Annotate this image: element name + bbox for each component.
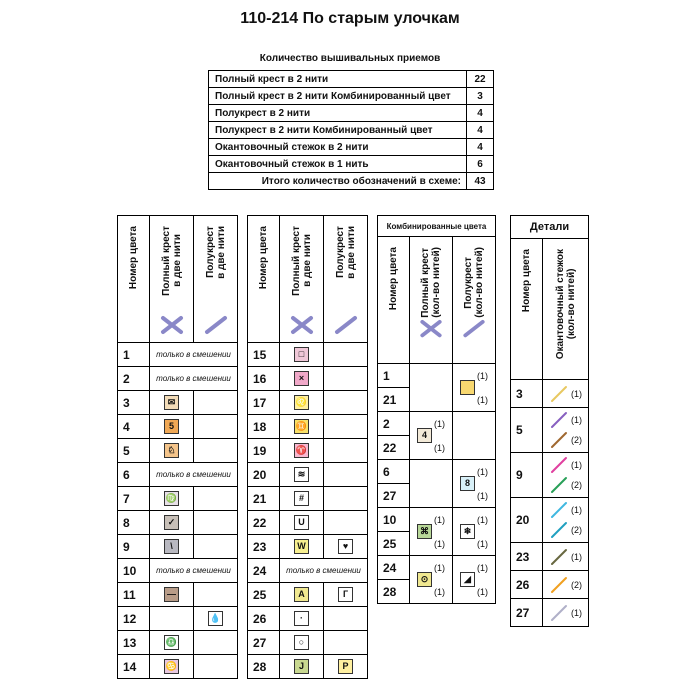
stitch-line [543,520,588,540]
full-cross-symbol [150,391,194,415]
details-row [511,453,589,498]
summary-value: 4 [467,105,494,122]
color-number: 21 [248,487,280,511]
details-color-number: 9 [511,453,543,498]
header-full-cross: Полный крест в две нити [150,216,194,343]
half-cross-symbol [194,511,238,535]
thread-count: (1) [434,442,445,453]
summary-label: Окантовочный стежок в 1 нить [209,156,467,173]
color-row [248,391,368,415]
color-row [248,559,368,583]
half-cross-symbol [324,343,368,367]
full-cross-symbol [280,631,324,655]
full-cross-symbol [150,415,194,439]
thread-count: (2) [571,579,582,590]
half-cross-symbol [324,631,368,655]
color-row [248,583,368,607]
half-cross-icon [203,314,229,336]
thread-count: (2) [571,525,582,535]
half-cross-symbol [324,655,368,679]
full-cross-symbol [280,343,324,367]
color-number: 22 [248,511,280,535]
backstitch-icon [549,548,569,566]
half-cross-symbol [324,607,368,631]
full-cross-symbol [150,655,194,679]
color-row [118,583,238,607]
color-number: 20 [248,463,280,487]
color-row [248,487,368,511]
summary-value: 6 [467,156,494,173]
color-row [248,535,368,559]
symbol-box: 💧 [208,611,223,626]
combined-half-cell [453,556,496,604]
combined-full-cell [410,508,453,556]
summary-label: Полукрест в 2 нити Комбинированный цвет [209,122,467,139]
full-cross-icon [159,314,185,336]
symbol-box: W [294,539,309,554]
stitch-cell [543,408,589,453]
thread-count: (1) [477,562,488,573]
color-row [118,655,238,679]
summary-table [208,70,494,190]
half-cross-symbol [194,655,238,679]
half-cross-symbol [324,511,368,535]
thread-count: (1) [571,388,582,399]
stitch-line [543,430,588,450]
full-cross-symbol [280,511,324,535]
symbol-box: □ [294,347,309,362]
color-row [248,343,368,367]
full-cross-symbol [280,487,324,511]
color-number: 25 [248,583,280,607]
color-number: 7 [118,487,150,511]
combined-color-number: 27 [378,484,410,508]
details-row [511,599,589,627]
details-row [511,380,589,408]
full-cross-symbol [280,367,324,391]
color-row [118,511,238,535]
details-header-number: Номер цвета [511,239,543,380]
half-cross-symbol [324,415,368,439]
summary-total-value: 43 [467,173,494,190]
stitch-line [543,575,588,595]
summary-value: 4 [467,122,494,139]
color-number: 28 [248,655,280,679]
half-cross-icon [461,318,487,339]
symbol-box: Г [338,587,353,602]
combined-row [378,508,496,532]
thread-count: (1) [571,551,582,562]
stitch-line [543,475,588,495]
thread-count: (1) [477,514,488,525]
half-cross-symbol [324,367,368,391]
symbol-box: U [294,515,309,530]
summary-label: Полукрест в 2 нити [209,105,467,122]
thread-count: (1) [571,505,582,515]
combined-header-half: Полукрест (кол-во нитей) [453,237,496,364]
thread-count: (1) [434,418,445,429]
half-cross-symbol [324,487,368,511]
summary-value: 3 [467,88,494,105]
summary-row [209,71,494,88]
combined-color-number: 24 [378,556,410,580]
summary-value: 22 [467,71,494,88]
thread-count: (1) [571,460,582,470]
color-row [118,535,238,559]
combined-half-cell [453,364,496,412]
half-cross-symbol [194,607,238,631]
color-table-2 [247,215,368,679]
summary-subtitle: Количество вышивальных приемов [259,53,441,64]
color-number: 1 [118,343,150,367]
symbol-box: ♎ [164,635,179,650]
symbol-box: ♥ [338,539,353,554]
summary-label: Полный крест в 2 нити Комбинированный цвет [209,88,467,105]
half-cross-symbol [324,535,368,559]
combined-color-number: 2 [378,412,410,436]
color-row [118,415,238,439]
symbol-box: P [338,659,353,674]
stitch-cell [543,380,589,408]
stitch-line [543,410,588,430]
full-cross-symbol [280,415,324,439]
page-title: 110-214 По старым улочкам [240,10,460,27]
color-row [118,487,238,511]
half-cross-symbol [194,487,238,511]
half-cross-symbol [324,439,368,463]
color-row [118,367,238,391]
mix-only-note: только в смешении [150,343,238,367]
stitch-line [543,603,588,623]
half-cross-symbol [324,583,368,607]
stitch-cell [543,453,589,498]
backstitch-icon [549,501,569,519]
half-cross-symbol [324,391,368,415]
full-cross-symbol [150,607,194,631]
thread-count: (1) [477,370,488,381]
backstitch-icon [549,476,569,494]
stitch-cell [543,498,589,543]
details-row [511,408,589,453]
combined-title: Комбинированные цвета [378,216,496,237]
symbol-box: 5 [164,419,179,434]
thread-count: (1) [571,415,582,425]
combined-half-cell [453,460,496,508]
symbol-box: — [164,587,179,602]
symbol-box: · [294,611,309,626]
symbol-box: × [294,371,309,386]
color-number: 6 [118,463,150,487]
thread-count: (1) [434,586,445,597]
combined-symbol: ⊙ [417,572,432,587]
thread-count: (2) [571,480,582,490]
full-cross-symbol [280,391,324,415]
full-cross-icon [418,318,444,339]
color-number: 11 [118,583,150,607]
color-table-1 [117,215,238,679]
combined-symbol: ⌘ [417,524,432,539]
full-cross-symbol [150,631,194,655]
backstitch-icon [549,431,569,449]
backstitch-icon [549,604,569,622]
combined-color-number: 6 [378,460,410,484]
combined-color-number: 28 [378,580,410,604]
combined-color-number: 22 [378,436,410,460]
thread-count: (1) [477,538,488,549]
thread-count: (1) [477,586,488,597]
color-number: 5 [118,439,150,463]
summary-total-row [209,173,494,190]
stitch-cell [543,543,589,571]
color-number: 24 [248,559,280,583]
combined-header-full: Полный крест (кол-во нитей) [410,237,453,364]
stitch-line [543,384,588,404]
backstitch-icon [549,576,569,594]
backstitch-icon [549,411,569,429]
combined-half-cell [453,412,496,460]
combined-row [378,460,496,484]
header-full-cross: Полный крест в две нити [280,216,324,343]
symbol-box: ≋ [294,467,309,482]
summary-label: Окантовочный стежок в 2 нити [209,139,467,156]
thread-count: (1) [434,514,445,525]
combined-half-cell [453,508,496,556]
color-number: 17 [248,391,280,415]
color-number: 23 [248,535,280,559]
backstitch-icon [549,456,569,474]
details-header-stitch: Окантовочный стежок (кол-во нитей) [543,239,589,380]
combined-symbol: 8 [460,476,475,491]
details-table [510,215,589,627]
half-cross-icon [333,314,359,336]
combined-row [378,364,496,388]
color-row [248,511,368,535]
half-cross-symbol [324,463,368,487]
color-number: 12 [118,607,150,631]
stitch-line [543,455,588,475]
details-row [511,571,589,599]
symbol-box: ♍ [164,491,179,506]
symbol-box: ♈ [294,443,309,458]
color-number: 26 [248,607,280,631]
details-row [511,498,589,543]
symbol-box: ♋ [164,659,179,674]
color-row [248,631,368,655]
summary-row [209,122,494,139]
full-cross-symbol [150,511,194,535]
stitch-line [543,547,588,567]
combined-symbol: 4 [417,428,432,443]
full-cross-icon [289,314,315,336]
combined-color-number: 1 [378,364,410,388]
combined-symbol: ❄ [460,524,475,539]
combined-row [378,556,496,580]
summary-label: Полный крест в 2 нити [209,71,467,88]
thread-count: (1) [477,490,488,501]
mix-only-note: только в смешении [150,367,238,391]
thread-count: (1) [477,394,488,405]
half-cross-symbol [194,391,238,415]
color-number: 8 [118,511,150,535]
symbol-box: J [294,659,309,674]
color-row [248,655,368,679]
color-row [248,415,368,439]
color-row [248,367,368,391]
combined-full-cell [410,460,453,508]
combined-symbol: ◢ [460,572,475,587]
thread-count: (1) [434,562,445,573]
header-half-cross: Полукрест в две нити [194,216,238,343]
thread-count: (1) [477,466,488,477]
stitch-line [543,500,588,520]
backstitch-icon [549,385,569,403]
full-cross-symbol [280,655,324,679]
full-cross-symbol [150,487,194,511]
color-number: 16 [248,367,280,391]
summary-total-label: Итого количество обозначений в схеме: [209,173,467,190]
combined-color-number: 25 [378,532,410,556]
header-half-cross: Полукрест в две нити [324,216,368,343]
color-row [118,391,238,415]
combined-full-cell [410,364,453,412]
symbol-box: ✉ [164,395,179,410]
thread-count: (1) [571,607,582,618]
details-row [511,543,589,571]
summary-row [209,88,494,105]
summary-row [209,156,494,173]
color-number: 3 [118,391,150,415]
details-color-number: 3 [511,380,543,408]
full-cross-symbol [150,583,194,607]
symbol-box: ○ [294,635,309,650]
summary-value: 4 [467,139,494,156]
details-color-number: 23 [511,543,543,571]
color-row [248,607,368,631]
full-cross-symbol [280,535,324,559]
thread-count: (2) [571,435,582,445]
symbol-box: # [294,491,309,506]
full-cross-symbol [150,535,194,559]
color-row [118,343,238,367]
color-number: 4 [118,415,150,439]
half-cross-symbol [194,631,238,655]
full-cross-symbol [280,439,324,463]
thread-count: (1) [434,538,445,549]
symbol-box: ♊ [294,419,309,434]
summary-row [209,105,494,122]
full-cross-symbol [280,463,324,487]
color-number: 2 [118,367,150,391]
color-row [118,439,238,463]
color-row [118,559,238,583]
combined-full-cell [410,556,453,604]
header-color-number: Номер цвета [118,216,150,343]
color-row [248,439,368,463]
combined-full-cell [410,412,453,460]
color-number: 10 [118,559,150,583]
details-color-number: 26 [511,571,543,599]
color-row [118,631,238,655]
header-color-number: Номер цвета [248,216,280,343]
color-number: 27 [248,631,280,655]
combined-row [378,412,496,436]
color-number: 15 [248,343,280,367]
color-number: 14 [118,655,150,679]
symbol-box: ✓ [164,515,179,530]
symbol-box: A [294,587,309,602]
color-row [118,607,238,631]
stitch-cell [543,599,589,627]
color-row [118,463,238,487]
details-title: Детали [511,216,589,239]
mix-only-note: только в смешении [150,463,238,487]
symbol-box: \ [164,539,179,554]
mix-only-note: только в смешении [150,559,238,583]
stitch-cell [543,571,589,599]
symbol-box: ♌ [294,395,309,410]
mix-only-note: только в смешении [280,559,368,583]
combined-color-number: 10 [378,508,410,532]
full-cross-symbol [280,607,324,631]
full-cross-symbol [150,439,194,463]
combined-symbol [460,380,475,395]
summary-row [209,139,494,156]
half-cross-symbol [194,535,238,559]
backstitch-icon [549,521,569,539]
half-cross-symbol [194,415,238,439]
color-row [248,463,368,487]
combined-colors-table [377,215,496,604]
color-number: 13 [118,631,150,655]
half-cross-symbol [194,583,238,607]
details-color-number: 27 [511,599,543,627]
half-cross-symbol [194,439,238,463]
color-number: 9 [118,535,150,559]
color-number: 18 [248,415,280,439]
full-cross-symbol [280,583,324,607]
symbol-box: ♘ [164,443,179,458]
color-number: 19 [248,439,280,463]
details-color-number: 20 [511,498,543,543]
combined-color-number: 21 [378,388,410,412]
details-color-number: 5 [511,408,543,453]
combined-header-number: Номер цвета [378,237,410,364]
